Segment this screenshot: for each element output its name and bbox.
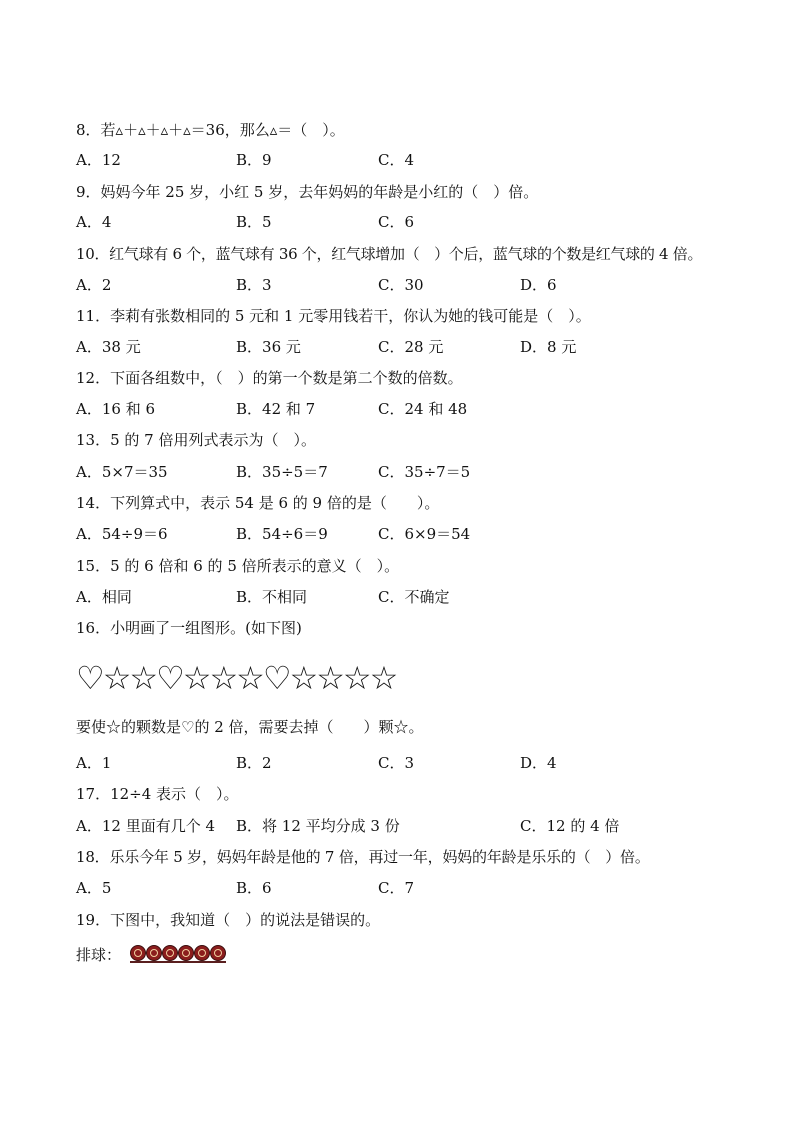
question-10-option-c[interactable]: C．30 [378, 276, 424, 294]
volleyball-icon [178, 945, 194, 961]
question-11-option-b[interactable]: B．36 元 [236, 338, 301, 356]
question-19-stem: 19．下图中，我知道（ ）的说法是错误的。 [76, 911, 381, 929]
question-9-stem: 9．妈妈今年 25 岁，小红 5 岁，去年妈妈的年龄是小红的（ ）倍。 [76, 183, 539, 201]
volleyball-icon [194, 945, 210, 961]
question-17-option-b[interactable]: B．将 12 平均分成 3 份 [236, 817, 400, 835]
question-13-stem: 13．5 的 7 倍用列式表示为（ ）。 [76, 431, 316, 449]
question-12-option-b[interactable]: B．42 和 7 [236, 400, 316, 418]
question-12-option-c[interactable]: C．24 和 48 [378, 400, 468, 418]
question-15-stem: 15．5 的 6 倍和 6 的 5 倍所表示的意义（ ）。 [76, 557, 400, 575]
question-14-option-a[interactable]: A．54÷9＝6 [76, 525, 168, 543]
question-15-option-a[interactable]: A．相同 [76, 588, 132, 606]
question-18-stem: 18．乐乐今年 5 岁，妈妈年龄是他的 7 倍，再过一年，妈妈的年龄是乐乐的（ ）倍。 [76, 848, 650, 866]
volleyball-icon [210, 945, 226, 961]
question-9-option-c[interactable]: C．6 [378, 213, 415, 231]
question-18-option-c[interactable]: C．7 [378, 879, 415, 897]
question-11-option-c[interactable]: C．28 元 [378, 338, 444, 356]
question-18-option-b[interactable]: B．6 [236, 879, 272, 897]
question-14-option-b[interactable]: B．54÷6＝9 [236, 525, 328, 543]
question-11-stem: 11．李莉有张数相同的 5 元和 1 元零用钱若干，你认为她的钱可能是（ ）。 [76, 307, 591, 325]
question-17-option-c[interactable]: C．12 的 4 倍 [520, 817, 620, 835]
question-13-option-b[interactable]: B．35÷5＝7 [236, 463, 328, 481]
volleyball-row [130, 945, 226, 963]
volleyball-icon [162, 945, 178, 961]
question-16-option-d[interactable]: D．4 [520, 754, 557, 772]
question-10-stem: 10．红气球有 6 个，蓝气球有 36 个，红气球增加（ ）个后，蓝气球的个数是红气球的 4 倍。 [76, 245, 703, 263]
volleyball-icon [146, 945, 162, 961]
question-16-option-a[interactable]: A．1 [76, 754, 112, 772]
question-16-stem: 16．小明画了一组图形。(如下图) [76, 619, 302, 637]
question-16-subquestion: 要使☆的颗数是♡的 2 倍，需要去掉（ ）颗☆。 [76, 718, 424, 736]
question-14-option-c[interactable]: C．6×9＝54 [378, 525, 471, 543]
question-8-option-b[interactable]: B．9 [236, 151, 272, 169]
question-15-option-c[interactable]: C．不确定 [378, 588, 450, 606]
question-16-option-c[interactable]: C．3 [378, 754, 415, 772]
question-15-option-b[interactable]: B．不相同 [236, 588, 308, 606]
question-10-option-a[interactable]: A．2 [76, 276, 112, 294]
question-18-option-a[interactable]: A．5 [76, 879, 112, 897]
question-8-stem: 8．若▵＋▵＋▵＋▵＝36，那么▵＝（ ）。 [76, 121, 345, 139]
question-17-option-a[interactable]: A．12 里面有几个 4 [76, 817, 215, 835]
volleyball-icon [130, 945, 146, 961]
question-11-option-d[interactable]: D．8 元 [520, 338, 577, 356]
question-11-option-a[interactable]: A．38 元 [76, 338, 141, 356]
hearts-and-stars-figure: ♡☆☆♡☆☆☆♡☆☆☆☆ [76, 659, 397, 697]
question-16-option-b[interactable]: B．2 [236, 754, 272, 772]
question-12-option-a[interactable]: A．16 和 6 [76, 400, 155, 418]
question-9-option-a[interactable]: A．4 [76, 213, 112, 231]
question-9-option-b[interactable]: B．5 [236, 213, 272, 231]
volleyball-label: 排球： [76, 946, 122, 964]
question-10-option-b[interactable]: B．3 [236, 276, 272, 294]
question-17-stem: 17．12÷4 表示（ ）。 [76, 785, 239, 803]
question-8-option-a[interactable]: A．12 [76, 151, 121, 169]
question-13-option-c[interactable]: C．35÷7＝5 [378, 463, 471, 481]
question-13-option-a[interactable]: A．5×7＝35 [76, 463, 168, 481]
question-14-stem: 14．下列算式中，表示 54 是 6 的 9 倍的是（ ）。 [76, 494, 440, 512]
question-10-option-d[interactable]: D．6 [520, 276, 557, 294]
question-12-stem: 12．下面各组数中，（ ）的第一个数是第二个数的倍数。 [76, 369, 463, 387]
question-8-option-c[interactable]: C．4 [378, 151, 415, 169]
